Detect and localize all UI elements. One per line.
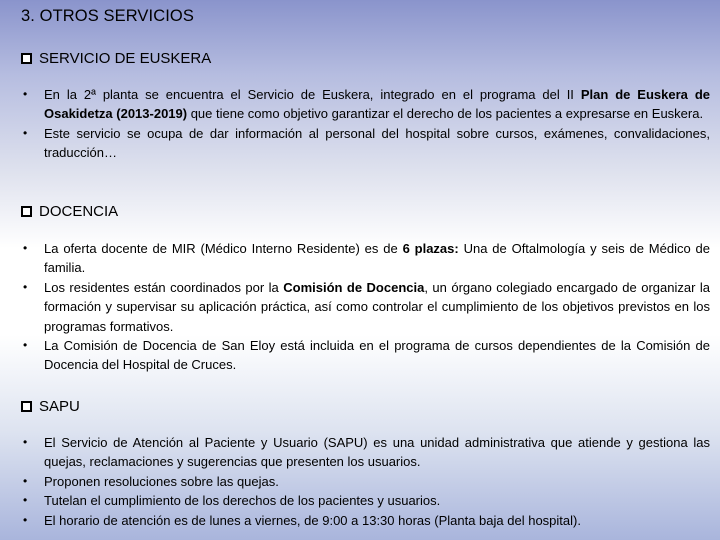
list-item <box>21 336 710 375</box>
text-run: El Servicio de Atención al Paciente y Usuario (SAPU) es una unidad administrativa que atiende y gestiona las quejas, reclamaciones y sugerencias que presenten los usuarios. <box>44 435 710 470</box>
text-run: que tiene como objetivo garantizar el derecho de los pacientes a expresarse en Euskera. <box>187 106 704 122</box>
bold-text: Plan de Euskera de Osakidetza (2013-2019) <box>44 87 710 122</box>
slide-title: 3. OTROS SERVICIOS <box>21 7 194 25</box>
list-item <box>21 278 710 336</box>
text-run: Proponen resoluciones sobre las quejas. <box>44 473 279 489</box>
bullet-dot-icon: • <box>23 338 28 353</box>
text-run: En la 2ª planta se encuentra el Servicio de Euskera, integrado en el programa del II <box>44 87 581 102</box>
text-run: La oferta docente de MIR (Médico Interno Residente) es de <box>44 241 403 256</box>
checkbox-bullet-icon <box>21 206 32 217</box>
section-heading-docencia <box>21 203 118 220</box>
bullet-dot-icon: • <box>23 87 28 101</box>
bullet-dot-icon: • <box>23 241 28 255</box>
text-run: Los residentes están coordinados por la <box>44 279 284 295</box>
bullet-dot-icon: • <box>23 125 28 140</box>
text-run: , un órgano colegiado encargado de organizar la formación y supervisar su aplicación práctica, así como controlar el cumplimiento de los objetivos previstos en los programas formativos. <box>44 279 710 334</box>
bullet-dot-icon: • <box>23 493 28 508</box>
bullet-dot-icon: • <box>23 435 28 449</box>
list-item <box>21 85 710 124</box>
list-item <box>21 433 710 472</box>
text-run: Una de Oftalmología y seis de Médico de familia. <box>44 241 710 276</box>
section-heading-euskera <box>21 50 211 67</box>
section-heading-label: SERVICIO DE EUSKERA <box>39 50 212 67</box>
list-item <box>21 511 710 530</box>
list-item <box>21 472 710 491</box>
section-heading-label: SAPU <box>39 398 80 415</box>
text-run: La Comisión de Docencia de San Eloy está incluida en el programa de cursos dependientes de la Comisión de Docencia del Hospital de Cruces. <box>44 338 710 373</box>
list-item <box>21 239 710 278</box>
list-item <box>21 491 710 510</box>
bold-text: Comisión de Docencia <box>283 279 425 295</box>
checkbox-bullet-icon <box>21 401 32 412</box>
bullet-dot-icon: • <box>23 279 28 294</box>
section-list-sapu <box>21 433 710 530</box>
section-heading-sapu <box>21 398 80 415</box>
bullet-dot-icon: • <box>23 512 28 527</box>
text-run: El horario de atención es de lunes a viernes, de 9:00 a 13:30 horas (Planta baja del hospital). <box>44 512 581 528</box>
section-list-docencia <box>21 239 710 375</box>
list-item <box>21 124 710 163</box>
bullet-dot-icon: • <box>23 473 28 488</box>
checkbox-bullet-icon <box>21 53 32 64</box>
bold-text: 6 plazas: <box>402 241 459 256</box>
text-run: Tutelan el cumplimiento de los derechos de los pacientes y usuarios. <box>44 493 441 509</box>
section-heading-label: DOCENCIA <box>39 203 119 220</box>
text-run: Este servicio se ocupa de dar información al personal del hospital sobre cursos, exámenes, convalidaciones, traducción… <box>44 125 710 161</box>
section-list-euskera <box>21 85 710 163</box>
